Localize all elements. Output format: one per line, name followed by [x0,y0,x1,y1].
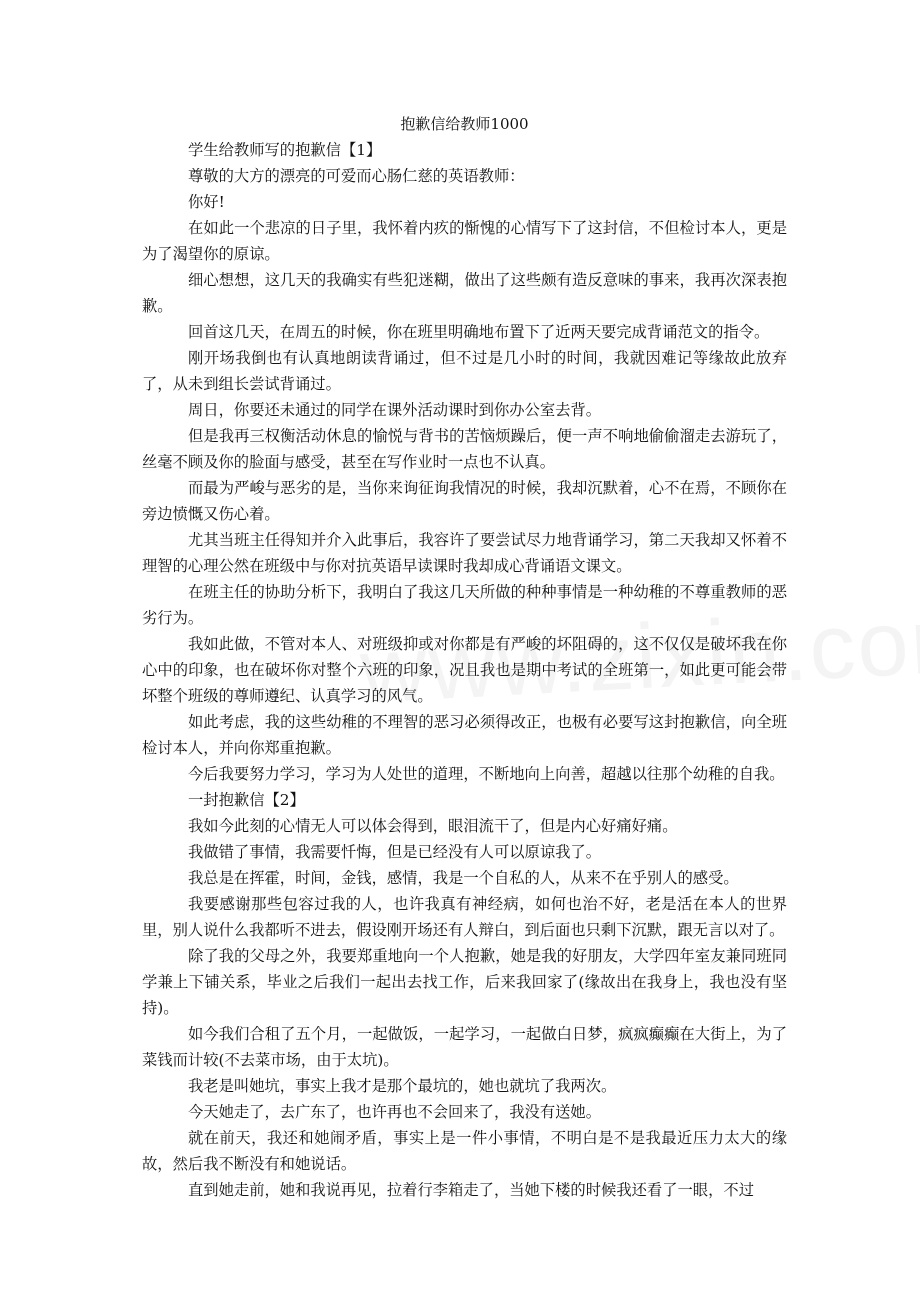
paragraph: 在如此一个悲凉的日子里，我怀着内疚的惭愧的心情写下了这封信，不但检讨本人，更是为了渴望你的原谅。 [142,219,787,263]
paragraph: 我做错了事情，我需要忏悔，但是已经没有人可以原谅我了。 [188,843,602,861]
paragraph: 如此考虑，我的这些幼稚的不理智的恶习必须得改正，也极有必要写这封抱歉信，向全班检讨本人，并向你郑重抱歉。 [142,713,787,757]
paragraph: 而最为严峻与恶劣的是，当你来询征询我情况的时候，我却沉默着，心不在焉，不顾你在旁边愤慨又伤心着。 [142,479,787,523]
paragraph: 就在前天，我还和她闹矛盾，事实上是一件小事情，不明白是不是我最近压力太大的缘故，然后我不断没有和她说话。 [142,1129,787,1173]
paragraph: 我老是叫她坑，事实上我才是那个最坑的，她也就坑了我两次。 [188,1077,617,1095]
paragraph: 如今我们合租了五个月，一起做饭，一起学习，一起做白日梦，疯疯癫癫在大街上，为了菜钱而计较(不去菜市场，由于太坑)。 [142,1025,787,1069]
paragraph: 我如此做，不管对本人、对班级抑或对你都是有严峻的坏阻碍的，这不仅仅是破坏我在你心中的印象，也在破坏你对整个六班的印象，况且我也是期中考试的全班第一，如此更可能会带坏整个班级的尊师遵纪、认真学习的风气。 [142,635,787,705]
paragraph: 但是我再三权衡活动休息的愉悦与背书的苦恼烦躁后，便一声不响地偷偷溜走去游玩了，丝毫不顾及你的脸面与感受，甚至在写作业时一点也不认真。 [142,427,787,471]
paragraph: 今后我要努力学习，学习为人处世的道理，不断地向上向善，超越以往那个幼稚的自我。 [188,765,785,783]
paragraph: 尤其当班主任得知并介入此事后，我容许了要尝试尽力地背诵学习，第二天我却又怀着不理智的心理公然在班级中与你对抗英语早读课时我却成心背诵语文课文。 [142,531,787,575]
paragraph: 在班主任的协助分析下，我明白了我这几天所做的种种事情是一种幼稚的不尊重教师的恶劣行为。 [142,583,787,627]
document-body [142,113,787,1203]
paragraph: 我如今此刻的心情无人可以体会得到，眼泪流干了，但是内心好痛好痛。 [188,817,678,835]
greeting: 你好! [188,193,225,211]
paragraph: 周日，你要还未通过的同学在课外活动课时到你办公室去背。 [188,401,602,419]
paragraph: 今天她走了，去广东了，也许再也不会回来了，我没有送她。 [188,1103,602,1121]
paragraph: 细心想想，这几天的我确实有些犯迷糊，做出了这些颇有造反意味的事来，我再次深表抱歉。 [142,271,787,315]
paragraph: 我总是在挥霍，时间，金钱，感情，我是一个自私的人，从来不在乎别人的感受。 [188,869,739,887]
section-heading: 学生给教师写的抱歉信【1】 [188,141,382,159]
salutation: 尊敬的大方的漂亮的可爱而心肠仁慈的英语教师： [188,167,525,185]
paragraph: 除了我的父母之外，我要郑重地向一个人抱歉，她是我的好朋友，大学四年室友兼同班同学兼上下铺关系，毕业之后我们一起出去找工作，后来我回家了(缘故出在我身上，我也没有坚持)。 [142,947,787,1017]
paragraph: 回首这几天，在周五的时候，你在班里明确地布置下了近两天要完成背诵范文的指令。 [188,323,770,341]
paragraph: 我要感谢那些包容过我的人，也许我真有神经病，如何也治不好，老是活在本人的世界里，别人说什么我都听不进去，假设刚开场还有人辩白，到后面也只剩下沉默，跟无言以对了。 [142,895,787,939]
paragraph: 刚开场我倒也有认真地朗读背诵过，但不过是几小时的时间，我就因难记等缘故此放弃了，从未到组长尝试背诵过。 [142,349,787,393]
document-title: 抱歉信给教师1000 [400,115,529,133]
section-heading: 一封抱歉信【2】 [188,791,305,809]
paragraph: 直到她走前，她和我说再见，拉着行李箱走了，当她下楼的时候我还看了一眼，不过 [188,1181,754,1199]
